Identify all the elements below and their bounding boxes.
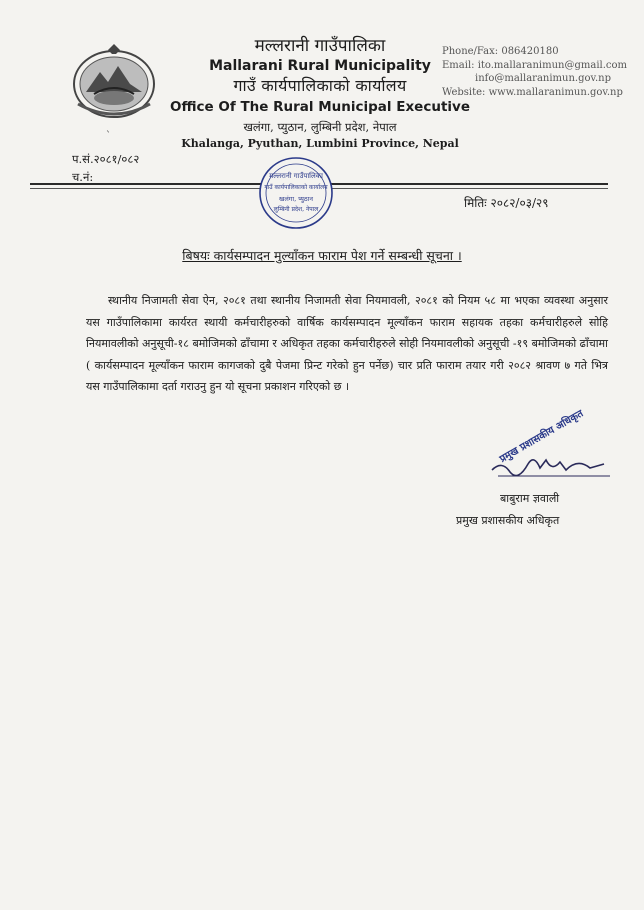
signatory-title: प्रमुख प्रशासकीय अधिकृत (456, 514, 560, 527)
notice-body: स्थानीय निजामती सेवा ऐन, २०८१ तथा स्थानीय निजामती सेवा नियमावली, २०८१ को नियम ५८ मा भएका व्यवस्था अनुसार यस गाउँपालिकामा कार्यरत स्थायी कर्मचारीहरुको वार्षिक कार्यसम्पादन मूल्यॉंकन फाराम सहायक तहका कर्मचारीहरुले सोहि नियमावलीको अनुसूची-१८ बमोजिमको ढाँचामा र अधिकृत तहका कर्मचारीहरुले सोही नियमावलीको अनुसूची -१९ बमोजिमको ढाँचामा ( कार्यसम्पादन मूल्यॉंकन फाराम कागजको दुबै पेजमा प्रिन्ट गरेको हुन पर्नेछ) चार प्रति फाराम तयार गरी २०८२ श्रावण ७ गते भित्र यस गाउँपालिकामा दर्ता गराउनु हुन यो सूचना प्रकाशन गरिएको छ । (86, 294, 608, 393)
notice-date: मितिः २०८२/०३/२९ (464, 196, 549, 210)
office-name-np: गाउँ कार्यपालिकाको कार्यालय (233, 76, 407, 95)
nepal-emblem-icon (68, 42, 160, 120)
office-name-en: Office Of The Rural Municipal Executive (170, 99, 470, 115)
municipality-name-en: Mallarani Rural Municipality (209, 58, 431, 74)
seal-line-1: मल्लरानी गाउँपालिका (269, 172, 323, 180)
reference-number: प.सं.२०८१/०८२ (72, 152, 140, 166)
signatory-name: बाबुराम ज्ञवाली (500, 492, 560, 505)
pen-mark: ` (106, 131, 111, 142)
phone-fax: Phone/Fax: 086420180 (442, 46, 559, 57)
email-primary: Email: ito.mallaranimun@gmail.com (442, 59, 627, 71)
letterhead (160, 36, 480, 152)
dispatch-number: च.नं: (72, 170, 94, 184)
seal-line-3: खलंगा, प्युठान (279, 195, 313, 203)
office-seal-icon (258, 156, 334, 230)
subject-text: बिषयः कार्यसम्पादन मुल्यॉंकन फाराम पेश गर्ने सम्बन्धी सूचना । (182, 248, 462, 263)
designation-stamp: प्रमुख प्रशासकीय अधिकृत (498, 408, 586, 466)
address-np: खलंगा, प्युठान, लुम्बिनी प्रदेश, नेपाल (243, 120, 397, 134)
website: Website: www.mallaranimun.gov.np (442, 86, 623, 98)
seal-line-4: लुम्बिनी प्रदेश, नेपाल (273, 206, 319, 213)
contact-info (442, 45, 637, 99)
seal-line-2: गाउँ कार्यपालिकाको कार्यालय (264, 184, 328, 191)
email-secondary: info@mallaranimun.gov.np (475, 73, 611, 84)
municipality-name-np: मल्लरानी गाउँपालिका (254, 36, 386, 56)
subject-line (0, 247, 644, 264)
address-en: Khalanga, Pyuthan, Lumbini Province, Nepal (181, 137, 459, 150)
